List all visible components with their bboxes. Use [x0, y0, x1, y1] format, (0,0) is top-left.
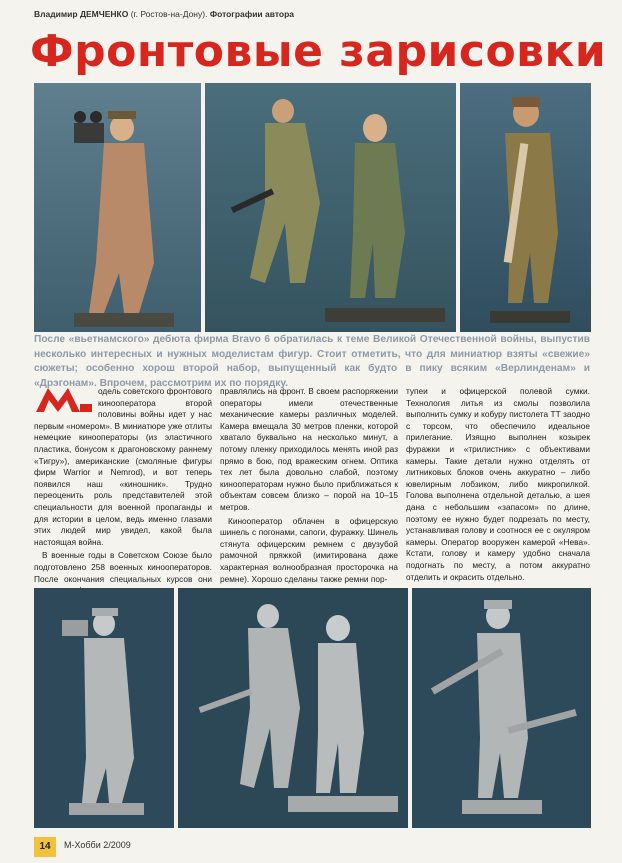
col3-para-1: тупеи и офицерской полевой сумки. Технология литья из смолы позволила выполнить сумку и кобуру пистолета ТТ заодно с торсом, что обеспечило идеальное прилегание. Изящно выполнен козырек фуражки и «трилистник» с объективами камеры. Такие детали нужно отделять от литниковых блоков очень аккуратно – либо ювелирным лобзиком, либо микропилкой. Голова выполнена отдельной деталью, а шея дана с небольшим «запасом» по длине, поэтому ее нужно будет подрезать по месту, устанавливая голову и соотнося ее с окуляром камеры. Оператор вооружен камерой «Нева». Кстати, голову и камеру удобно сначала подогнать по месту, а потом аккуратно отделить и окрасить отдельно.	[406, 386, 590, 582]
photo-escort-resin	[178, 588, 408, 828]
magazine-issue: М-Хобби 2/2009	[64, 840, 131, 850]
photo-cameraman-resin	[34, 588, 174, 828]
text-column-3	[406, 386, 590, 585]
page-number: 14	[34, 837, 56, 857]
author-name: Владимир ДЕМЧЕНКО	[34, 9, 129, 19]
dropcap-logo	[34, 386, 94, 414]
article-title: Фронтовые зарисовки	[30, 26, 607, 77]
lead-paragraph: После «вьетнамского» дебюта фирма Bravo 6 обратилась к теме Великой Отечественной войны, выпустив несколько интересных и нужных моделистам фигур. Стоит отметить, что для миниатюр взяты «свежие» сюжеты; особенно хорош второй набор, выпущенный как будто в пику всяким «Верлинденам» и «Дрэгонам». Впрочем, рассмотрим их по порядку.	[34, 334, 590, 389]
col1-para-2: В военные годы в Советском Союзе было подготовлено 258 военных кинооператоров. После окончания специальных курсов они	[34, 550, 212, 584]
text-column-2	[220, 386, 398, 587]
photo-partisan-resin	[412, 588, 591, 828]
photo-cameraman-painted	[34, 83, 201, 332]
author-city: (г. Ростов-на-Дону).	[130, 9, 208, 19]
author-line	[34, 9, 294, 19]
photo-escort-painted	[205, 83, 456, 332]
col2-para-1: правлялись на фронт. В своем распоряжении операторы имели отечественные механические камеры различных моделей. Камера вмещала 30 метров пленки, которой хватало буквально на несколько минут, а потому пленку приходилось менять иной раз прямо в бою, под вражеским огнем. Оптика тех лет была довольно слабой, поэтому кинооператорам нужно было приближаться к объектам совсем близко – порой на 10–15 метров.	[220, 386, 398, 512]
col2-para-2: Кинооператор облачен в офицерскую шинель с погонами, сапоги, фуражку. Шинель стянута офицерским ремнем с двузубой рамочной пряжкой (имитирована даже характерная волнообразная просторочка на ремне). Хорошо сделаны также ремни пор-	[220, 515, 398, 584]
col1-para-1: одель советского фронтового кинооператора второй половины войны идет у нас первым «номером». В миниатюре уже отлиты немецкие кинооператоры (из эластичного пластика, бонусом к драгоновскому раннему «Тигру»), американские (смоляные фигуры фирм Warrior и Nemrod), и вот теперь появился наш «киношник». Трудно переоценить роль представителей этой специальности для военной пропаганды и для истории в целом, ведь именно глазами этих людей мир увидел, какой была настоящая война.	[34, 386, 212, 547]
photo-credit: Фотографии автора	[209, 9, 295, 19]
photo-partisan-painted	[460, 83, 591, 332]
text-column-1	[34, 386, 212, 599]
